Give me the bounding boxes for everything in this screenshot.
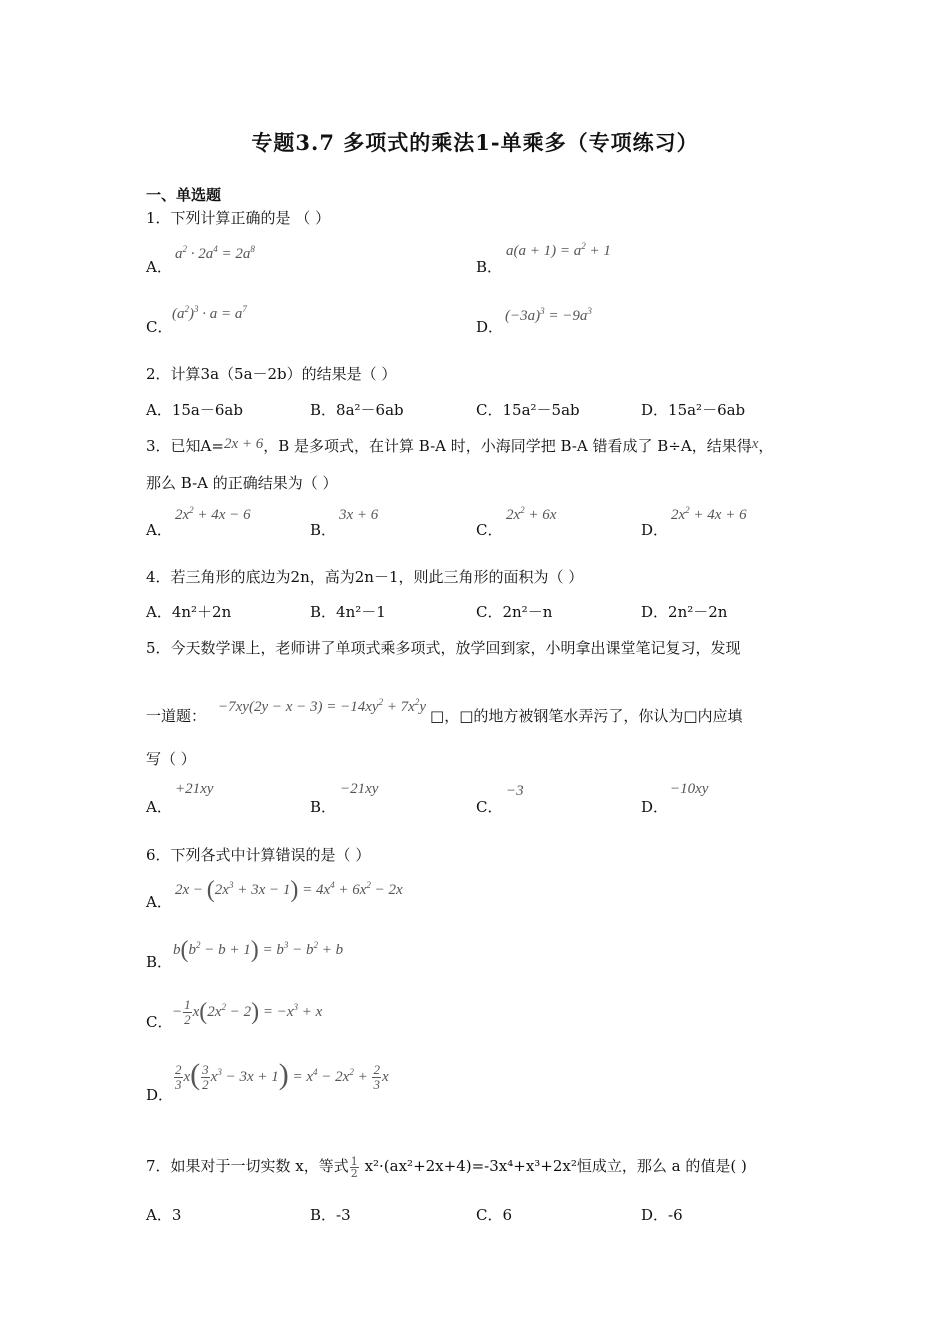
q4-option-c: C．2n²－n — [476, 603, 553, 621]
q5-option-c-formula: −3 — [506, 783, 524, 799]
q7-option-b: B．-3 — [310, 1206, 351, 1224]
q6-option-c-label: C． — [146, 1013, 173, 1031]
question-4-stem: 4．若三角形的底边为2n，高为2n－1，则此三角形的面积为（ ） — [146, 568, 584, 586]
q3-option-b-formula: 3x + 6 — [339, 507, 379, 523]
q6-option-d-label: D． — [146, 1086, 174, 1104]
q6-option-b-label: B． — [146, 953, 173, 971]
q5-option-a-formula: +21xy — [175, 781, 214, 797]
q5-option-b-label: B． — [310, 798, 337, 816]
q3-option-a-label: A． — [146, 521, 172, 539]
page-title: 专题3.7 多项式的乘法1-单乘多（专项练习） — [251, 130, 699, 155]
q4-option-b: B．4n²－1 — [310, 603, 386, 621]
question-3-stem-line2: 那么 B-A 的正确结果为（ ） — [146, 474, 338, 492]
q3-option-a-formula: $2x^2 + 4x - 6$ — [175, 505, 251, 523]
q2-option-a: A．15a－6ab — [146, 401, 243, 419]
q4-option-a: A．4n²＋2n — [146, 603, 232, 621]
question-2-stem: 2．计算3a（5a－2b）的结果是（ ） — [146, 365, 397, 383]
q1-option-b-label: B． — [476, 258, 503, 276]
question-5-stem-line1: 5．今天数学课上，老师讲了单项式乘多项式，放学回到家，小明拿出课堂笔记复习，发现 — [146, 639, 741, 657]
q1-option-a-label: A． — [146, 258, 172, 276]
question-3-stem-line1: 3．已知A=2x + 6，B 是多项式，在计算 B-A 时，小海同学把 B-A 错看成了 B÷A，结果得x， — [146, 436, 774, 455]
q1-option-a-formula: $a^2 \cdot 2a^4 = 2a^8$ — [175, 244, 255, 262]
question-5-stem-line2: 一道题： $-7xy(2y - x - 3) = -14xy^2 + 7x^2y$ □，□的地方被钢笔水弄污了，你认为□内应填 — [146, 697, 743, 725]
q3-option-b-label: B． — [310, 521, 337, 539]
q5-option-d-label: D． — [641, 798, 669, 816]
q5-option-a-label: A． — [146, 798, 172, 816]
q3-option-d-label: D． — [641, 521, 669, 539]
q5-option-d-formula: −10xy — [670, 781, 709, 797]
q6-option-a-formula: $2x - (2x^3 + 3x - 1) = 4x^4 + 6x^2 - 2x$ — [175, 877, 403, 903]
q7-option-a: A．3 — [146, 1206, 182, 1224]
q1-option-b-formula: $a(a + 1) = a^2 + 1$ — [506, 241, 611, 259]
q1-option-d-formula: $(-3a)^3 = -9a^3$ — [505, 306, 592, 324]
q6-option-d-formula: $\frac{2}{3}$ x( $\frac{3}{2}$ $x^3 - 3x + 1) = x^4 - 2x^2$ + $\frac{2}{3}$ x — [175, 1058, 389, 1093]
q6-option-a-label: A． — [146, 893, 172, 911]
q5-option-b-formula: −21xy — [340, 781, 379, 797]
question-5-stem-line3: 写（ ） — [146, 750, 196, 768]
question-6-stem: 6．下列各式中计算错误的是（ ） — [146, 846, 371, 864]
q4-option-d: D．2n²－2n — [641, 603, 728, 621]
question-1-stem: 1．下列计算正确的是 （ ） — [146, 209, 331, 227]
question-7-stem: 7．如果对于一切实数 x，等式 $\frac{1}{2}$ x²·(ax²+2x+4)=-3x⁴+x³+2x²恒成立，那么 a 的值是( ) — [146, 1155, 747, 1180]
q2-option-c: C．15a²－5ab — [476, 401, 580, 419]
q3-option-c-formula: $2x^2 + 6x$ — [506, 505, 557, 523]
q5-option-c-label: C． — [476, 798, 503, 816]
q7-option-d: D．-6 — [641, 1206, 683, 1224]
q2-option-d: D．15a²－6ab — [641, 401, 746, 419]
q1-option-c-label: C． — [146, 318, 173, 336]
q6-option-c-formula: − $\frac{1}{2}$ $x(2x^2 - 2) = -x^3 + x$ — [172, 997, 323, 1027]
q3-option-d-formula: $2x^2 + 4x + 6$ — [671, 505, 747, 523]
q6-option-b-formula: $b(b^2 - b + 1) = b^3 - b^2 + b$ — [173, 937, 344, 963]
q3-option-c-label: C． — [476, 521, 503, 539]
q2-option-b: B．8a²－6ab — [310, 401, 404, 419]
section-heading: 一、单选题 — [146, 186, 222, 204]
q1-option-c-formula: $(a^2)^3 \cdot a = a^7$ — [172, 304, 247, 322]
q1-option-d-label: D． — [476, 318, 504, 336]
q7-option-c: C．6 — [476, 1206, 513, 1224]
